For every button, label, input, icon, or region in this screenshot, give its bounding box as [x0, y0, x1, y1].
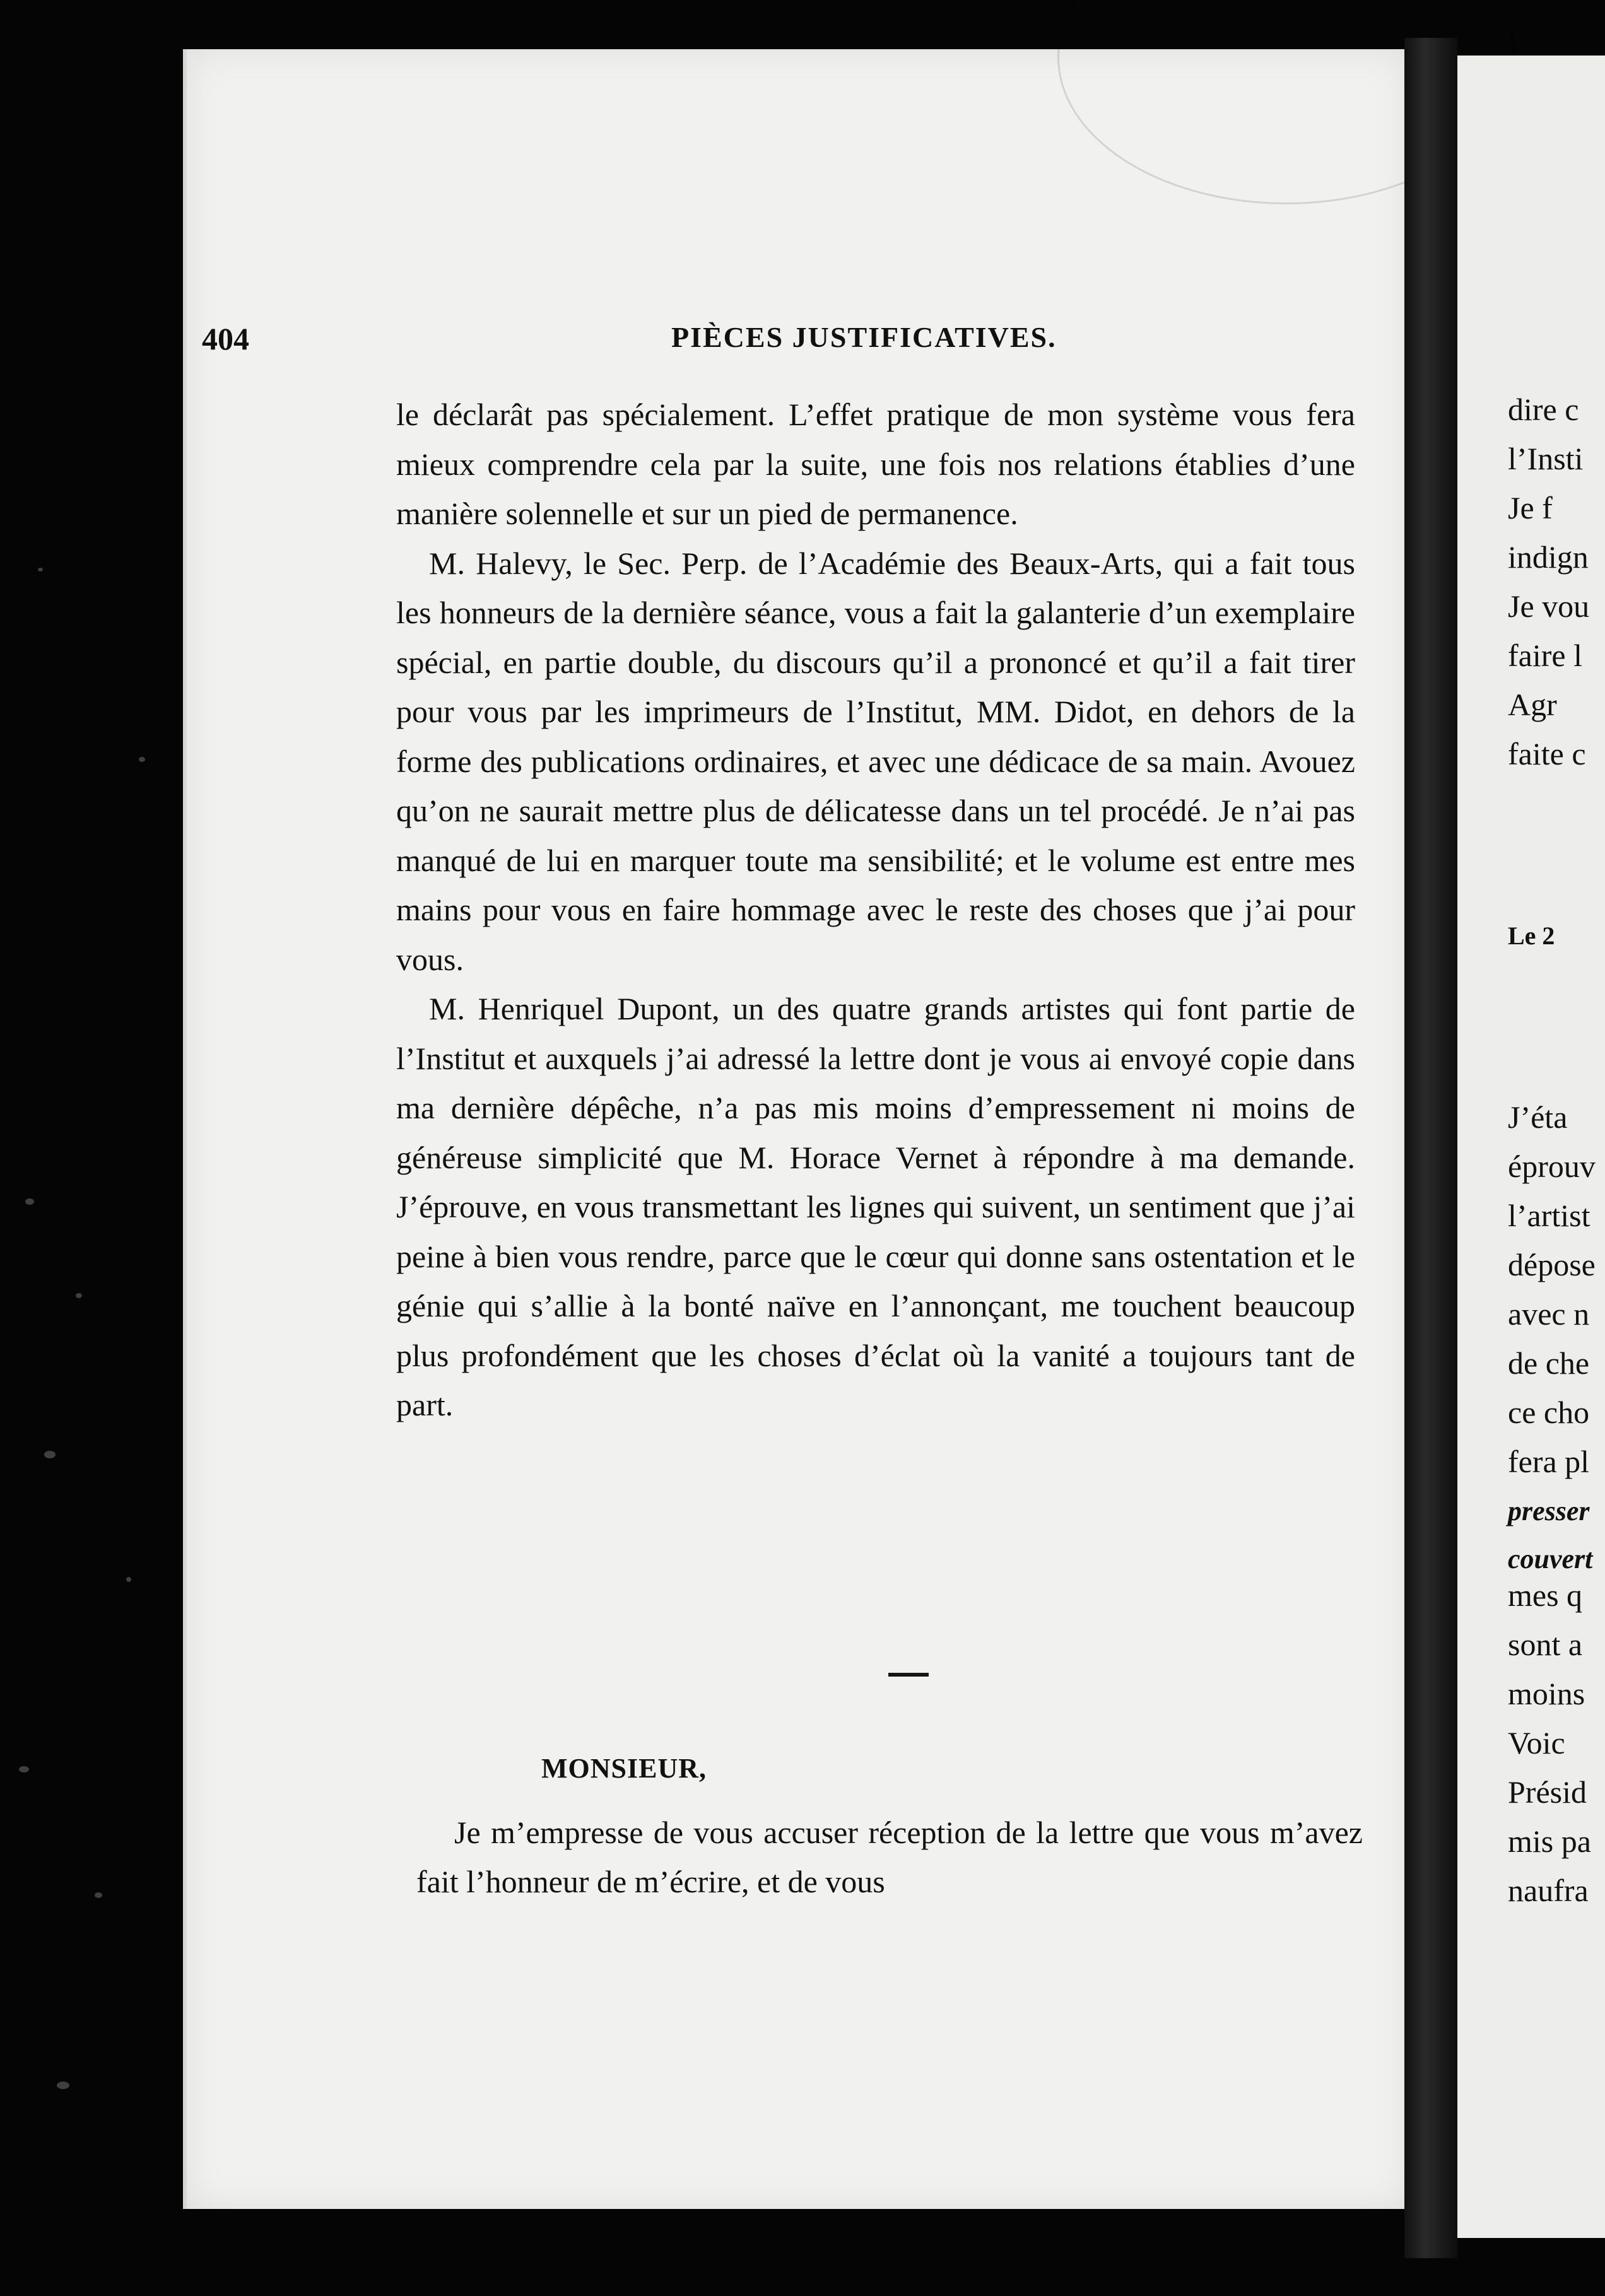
adjacent-page [1457, 56, 1605, 2238]
body-text [396, 390, 1355, 1430]
page-header [202, 320, 1369, 365]
adjacent-line: dire c [1508, 392, 1579, 427]
adjacent-line: faite c [1508, 736, 1586, 771]
paragraph: M. Halevy, le Sec. Perp. de l’Académie des Beaux-Arts, qui a fait tous les honneurs de la dernière séance, vous a fait la galanterie d’un exemplaire spécial, en partie double, du discours qu’il a prononcé et qu’il a fait tirer pour vous par les imprimeurs de l’Institut, MM. Didot, en dehors de la forme des publications ordinaires, et avec une dédicace de sa main. Avouez qu’on ne saurait mettre plus de délicatesse dans un tel procédé. Je n’ai pas manqué de lui en marquer toute ma sensibilité; et le volume est entre mes mains pour vous en faire hommage avec le reste des choses que j’ai pour vous. [396, 545, 1355, 977]
page-number: 404 [202, 321, 249, 356]
adjacent-line: faire l [1508, 638, 1582, 673]
adjacent-line: l’Insti [1508, 441, 1584, 476]
letter-body [416, 1808, 1363, 1906]
adjacent-line: avec n [1508, 1296, 1590, 1332]
scan-speck [25, 1198, 34, 1205]
adjacent-line: couvert [1508, 1543, 1593, 1574]
paragraph: Je m’empresse de vous accuser réception de la lettre que vous m’avez fait l’honneur de m’écrire, et de vous [416, 1815, 1363, 1899]
running-title: PIÈCES JUSTIFICATIVES. [671, 321, 1057, 353]
paragraph: le déclarât pas spécialement. L’effet pratique de mon système vous fera mieux comprendre cela par la suite, une fois nos relations établies d’une manière solennelle et sur un pied de permanence. [396, 397, 1355, 531]
scan-speck [76, 1293, 82, 1298]
letter-salutation: MONSIEUR, [541, 1753, 707, 1784]
adjacent-line: mis pa [1508, 1824, 1591, 1859]
adjacent-line: presser [1508, 1496, 1590, 1526]
adjacent-line: mes q [1508, 1578, 1583, 1613]
scan-speck [95, 1892, 102, 1898]
adjacent-line: sont a [1508, 1627, 1583, 1662]
scan-speck [126, 1577, 131, 1582]
scan-speck [38, 568, 43, 571]
adjacent-line: Je vou [1508, 589, 1590, 624]
scan-speck [57, 2082, 69, 2089]
adjacent-line: de che [1508, 1345, 1590, 1381]
section-separator [888, 1673, 929, 1677]
adjacent-line: Présid [1508, 1774, 1587, 1810]
adjacent-line: indign [1508, 539, 1589, 575]
book-gutter [1404, 38, 1457, 2258]
adjacent-line: moins [1508, 1676, 1585, 1711]
adjacent-line: éprouv [1508, 1149, 1596, 1184]
paragraph: M. Henriquel Dupont, un des quatre grands artistes qui font partie de l’Institut et auxquels j’ai adressé la lettre dont je vous ai envoyé copie dans ma dernière dépêche, n’a pas mis moins d’empressement ni moins de généreuse simplicité que M. Horace Vernet à répondre à ma demande. J’éprouve, en vous transmettant les lignes qui suivent, un sentiment que j’ai peine à bien vous rendre, parce que le cœur qui donne sans ostentation et le génie qui s’allie à la bonté naïve en l’annonçant, me touchent beaucoup plus profondément que les choses d’éclat où la vanité a toujours tant de part. [396, 991, 1355, 1422]
adjacent-line: l’artist [1508, 1198, 1590, 1233]
adjacent-line: Le 2 [1508, 922, 1555, 950]
adjacent-line: Voic [1508, 1725, 1565, 1760]
scan-speck [139, 757, 145, 762]
adjacent-line: Je f [1508, 490, 1553, 525]
scan-speck [44, 1451, 56, 1458]
adjacent-line: ce cho [1508, 1395, 1590, 1430]
adjacent-line: J’éta [1508, 1099, 1568, 1135]
scan-speck [19, 1766, 29, 1772]
adjacent-line: dépose [1508, 1247, 1596, 1282]
adjacent-line: Agr [1508, 687, 1557, 722]
adjacent-line: fera pl [1508, 1444, 1590, 1479]
adjacent-line: naufra [1508, 1873, 1589, 1908]
